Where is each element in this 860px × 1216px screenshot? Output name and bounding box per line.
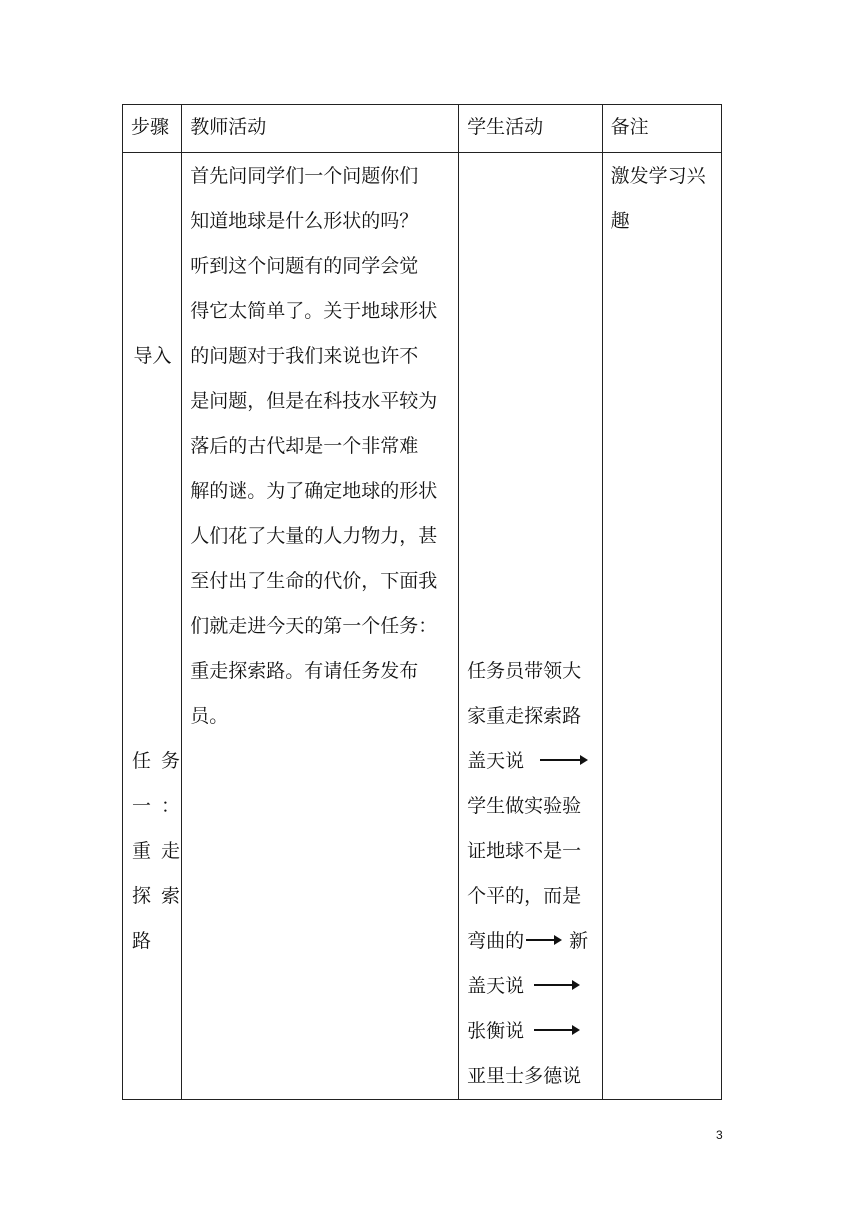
step-cell	[123, 153, 191, 1100]
student-text-line: 证地球不是一	[467, 840, 582, 862]
teacher-text-line: 首先问同学们一个问题你们	[190, 165, 419, 187]
right-arrow-icon	[534, 1029, 578, 1031]
teacher-text-line: 人们花了大量的人力物力，甚	[190, 525, 438, 547]
right-arrow-icon	[534, 984, 578, 986]
teacher-text-line: 们就走进今天的第一个任务：	[190, 615, 438, 637]
student-activity-cell	[459, 153, 602, 1100]
student-text-line: 亚里士多德说	[467, 1065, 582, 1087]
step-intro-label: 导入	[133, 345, 172, 367]
teacher-text-line: 落后的古代却是一个非常难	[190, 435, 419, 457]
student-text-line: 张衡说	[467, 1009, 578, 1054]
step-task-line: 任务	[132, 750, 191, 772]
table-header-row	[123, 105, 722, 153]
student-text-line: 家重走探索路	[467, 705, 582, 727]
teacher-text-line: 是问题，但是在科技水平较为	[190, 390, 438, 412]
step-task-line: 探索	[132, 885, 191, 907]
teacher-text-line: 解的谜。为了确定地球的形状	[190, 480, 438, 502]
remark-text-line: 趣	[610, 210, 630, 232]
teacher-text-line: 重走探索路。有请任务发布	[190, 660, 419, 682]
header-cell-remark: 备注	[602, 105, 721, 153]
student-text-line: 个平的，而是	[467, 885, 582, 907]
header-cell-teacher: 教师活动	[182, 105, 459, 153]
remark-text-line: 激发学习兴	[610, 165, 706, 187]
right-arrow-icon	[526, 939, 560, 941]
student-text-line: 弯曲的 新	[467, 930, 589, 952]
header-cell-step: 步骤	[123, 105, 182, 153]
right-arrow-icon	[540, 759, 586, 761]
teacher-text-line: 至付出了生命的代价，下面我	[190, 570, 438, 592]
teacher-text-line: 的问题对于我们来说也许不	[190, 345, 419, 367]
teacher-activity-cell	[182, 153, 459, 1100]
lesson-plan-table	[122, 104, 722, 1100]
header-cell-student: 学生活动	[459, 105, 602, 153]
student-text-line: 任务员带领大	[467, 660, 582, 682]
page-number: 3	[716, 1128, 723, 1142]
step-task-line: 重走	[132, 840, 191, 862]
student-text-line: 盖天说	[467, 739, 586, 784]
table-body-row	[123, 153, 722, 1100]
remark-cell	[602, 153, 721, 1100]
teacher-text-line: 得它太简单了。关于地球形状	[190, 300, 438, 322]
student-text-line: 盖天说	[467, 964, 578, 1009]
teacher-text-line: 知道地球是什么形状的吗？	[190, 210, 419, 232]
step-task-line: 一：	[132, 795, 191, 817]
step-task-line: 路	[132, 930, 162, 952]
student-text-line: 学生做实验验	[467, 795, 582, 817]
teacher-text-line: 听到这个问题有的同学会觉	[190, 255, 419, 277]
teacher-text-line: 员。	[190, 705, 229, 727]
